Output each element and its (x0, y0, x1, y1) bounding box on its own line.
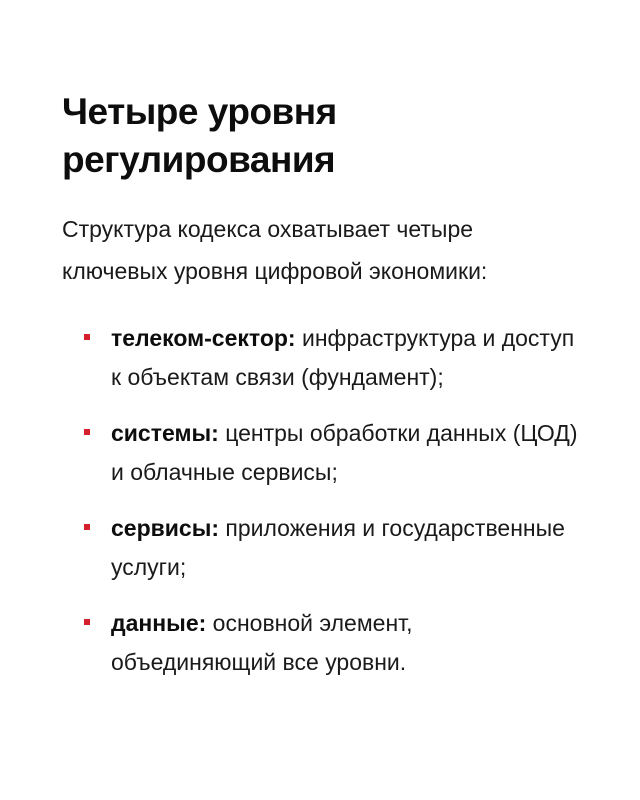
item-term: данные: (111, 610, 207, 636)
item-text: основной элемент, объединяющий все уровни. (111, 610, 413, 675)
bullet-square-icon (84, 429, 90, 435)
list-item-services (62, 509, 584, 587)
levels-list (62, 319, 584, 682)
item-term: системы: (111, 420, 219, 446)
bullet-square-icon (84, 619, 90, 625)
list-item-telecom (62, 319, 584, 397)
bullet-square-icon (84, 334, 90, 340)
bullet-square-icon (84, 524, 90, 530)
list-item-data (62, 604, 584, 682)
list-item-systems (62, 414, 584, 492)
slide-title: Четыре уровня регулирования (62, 91, 337, 180)
item-term: сервисы: (111, 515, 220, 541)
item-text: инфраструктура и доступ к объектам связи (фундамент); (111, 325, 575, 390)
lead-paragraph: Структура кодекса охватывает четыре ключевых уровня цифровой экономики: (62, 216, 488, 284)
item-term: телеком-сектор: (111, 325, 296, 351)
item-text: центры обработки данных (ЦОД) и облачные сервисы; (111, 420, 578, 485)
item-text: приложения и государственные услуги; (111, 515, 565, 580)
